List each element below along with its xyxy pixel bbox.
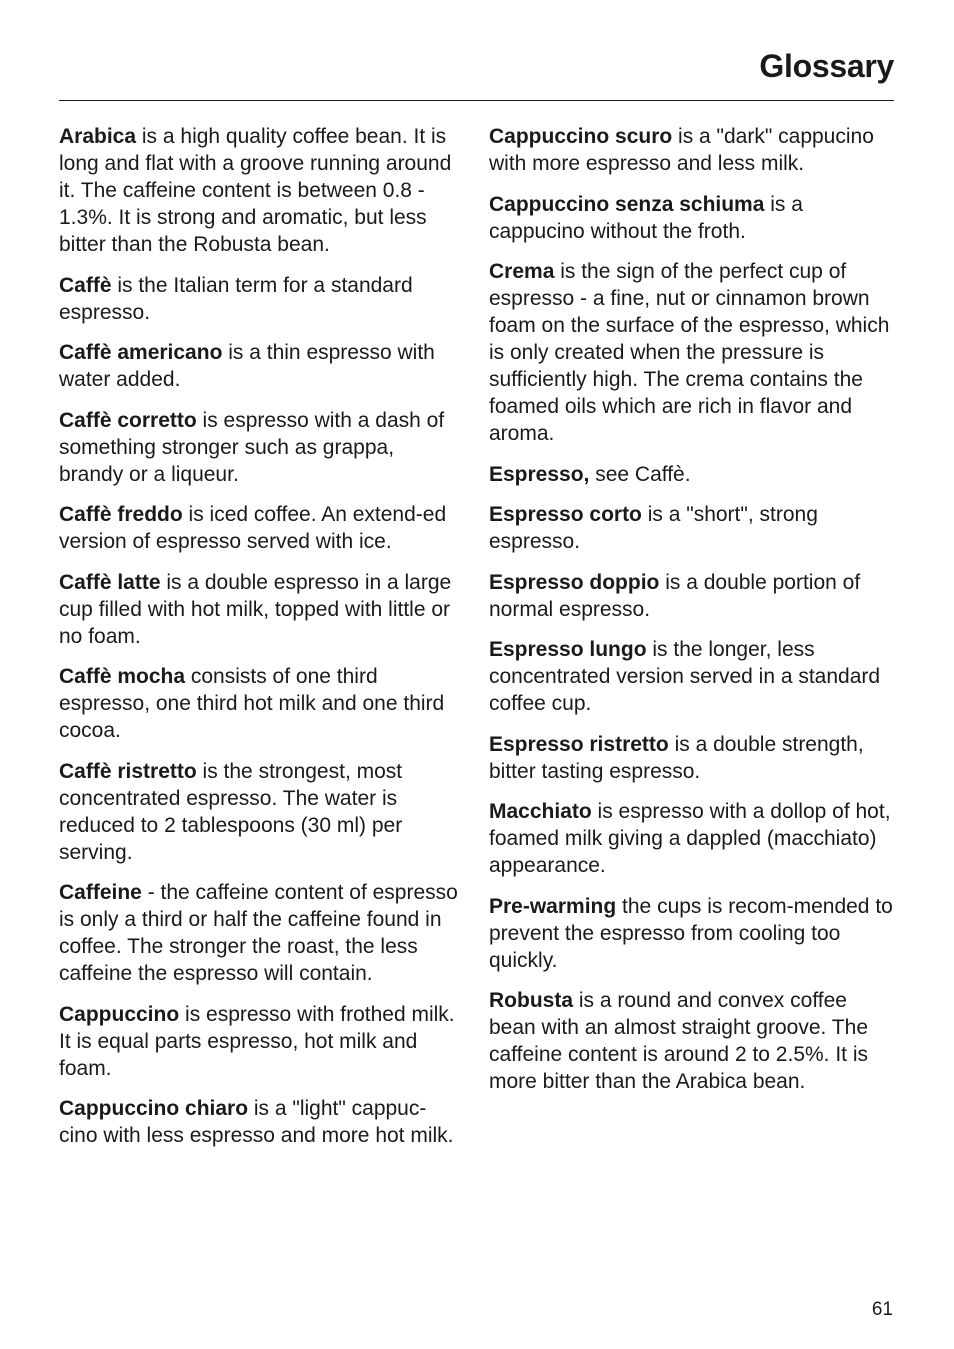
glossary-term: Espresso corto [489,503,642,526]
glossary-term: Arabica [59,125,137,148]
glossary-term: Espresso, [489,462,590,486]
glossary-entry [489,191,897,245]
glossary-definition: is a thin espresso with water added. [59,341,435,391]
glossary-entry [59,569,464,650]
glossary-definition: is a "short", strong espresso. [489,503,818,553]
glossary-definition: is espresso with frothed milk. It is equal parts espresso, hot milk and foam. [59,1002,455,1080]
glossary-term: Pre-warming [489,894,617,918]
glossary-entry [59,123,464,258]
glossary-definition: is a double espresso in a large cup filled with hot milk, topped with little or no foam. [59,570,452,648]
glossary-definition: is espresso with a dash of something stronger such as grappa, brandy or a liqueur. [59,408,445,486]
glossary-definition: the cups is recom-mended to prevent the espresso from cooling too quickly. [489,894,893,972]
glossary-definition: is a "light" cappuc-cino with less espresso and more hot milk. [59,1097,454,1147]
glossary-term: Caffè ristretto [59,759,197,783]
glossary-term: Robusta [489,989,573,1012]
glossary-entry [59,1095,464,1149]
glossary-definition: is the longer, less concentrated version served in a standard coffee cup. [489,638,881,715]
glossary-definition: is the Italian term for a standard espresso. [59,273,413,324]
glossary-entry [59,272,464,326]
glossary-entry [59,501,464,555]
glossary-entry [489,569,897,623]
title-divider [59,100,894,101]
glossary-definition: is a double portion of normal espresso. [489,570,861,621]
glossary-term: Caffè americano [59,341,223,364]
glossary-entry [59,758,464,866]
page-number: 61 [871,1299,893,1320]
glossary-term: Caffè freddo [59,503,183,526]
glossary-entry [59,663,464,744]
glossary-column-right [489,123,897,1109]
glossary-entry [489,893,897,974]
glossary-term: Caffeine [59,881,142,904]
glossary-definition: is iced coffee. An extend-ed version of espresso served with ice. [59,503,447,553]
glossary-definition: is a high quality coffee bean. It is long and flat with a groove running around it. The caffeine content is between 0.8 - 1.3%. It is strong and aromatic, but less bitter than the Robusta bean. [59,125,452,256]
glossary-term: Macchiato [489,800,592,823]
glossary-definition: see Caffè. [589,462,691,486]
glossary-term: Cappuccino scuro [489,125,673,148]
glossary-definition: consists of one third espresso, one third hot milk and one third cocoa. [59,665,445,742]
glossary-definition: is a "dark" cappucino with more espresso and less milk. [489,125,874,175]
glossary-term: Caffè mocha [59,665,186,688]
glossary-entry [489,501,897,555]
glossary-entry [59,1001,464,1082]
glossary-entry [59,339,464,393]
glossary-term: Espresso ristretto [489,732,669,756]
glossary-term: Espresso lungo [489,638,647,661]
glossary-entry [489,258,897,447]
glossary-definition: is the strongest, most concentrated espresso. The water is reduced to 2 tablespoons (30 ml) per serving. [59,759,403,864]
glossary-definition: is espresso with a dollop of hot, foamed milk giving a dappled (macchiato) appearance. [489,800,891,877]
glossary-definition: is a round and convex coffee bean with an almost straight groove. The caffeine content is around 2 to 2.5%. It is more bitter than the Arabica bean. [489,989,869,1093]
glossary-entry [59,407,464,488]
glossary-entry [489,798,897,879]
glossary-definition: - the caffeine content of espresso is only a third or half the caffeine found in coffee. The stronger the roast, the less caffeine the espresso will contain. [59,881,458,985]
glossary-term: Cappuccino senza schiuma [489,192,765,216]
glossary-entry [489,123,897,177]
glossary-term: Cappuccino [59,1002,180,1026]
glossary-term: Caffè corretto [59,408,197,432]
glossary-entry [489,636,897,717]
glossary-column-left [59,123,464,1163]
glossary-entry [489,731,897,785]
glossary-entry [489,461,897,488]
glossary-term: Caffè latte [59,570,161,594]
page-title: Glossary [759,48,894,84]
glossary-term: Caffè [59,273,112,297]
glossary-entry [489,987,897,1095]
glossary-term: Crema [489,260,555,283]
glossary-definition: is the sign of the perfect cup of espresso - a fine, nut or cinnamon brown foam on the surface of the espresso, which is only created when the pressure is sufficiently high. The crema contains the foamed oils which are rich in flavor and aroma. [489,260,890,445]
glossary-term: Cappuccino chiaro [59,1097,249,1120]
glossary-definition: is a cappucino without the froth. [489,192,803,243]
glossary-term: Espresso doppio [489,570,660,594]
glossary-entry [59,879,464,987]
glossary-definition: is a double strength, bitter tasting espresso. [489,732,864,783]
